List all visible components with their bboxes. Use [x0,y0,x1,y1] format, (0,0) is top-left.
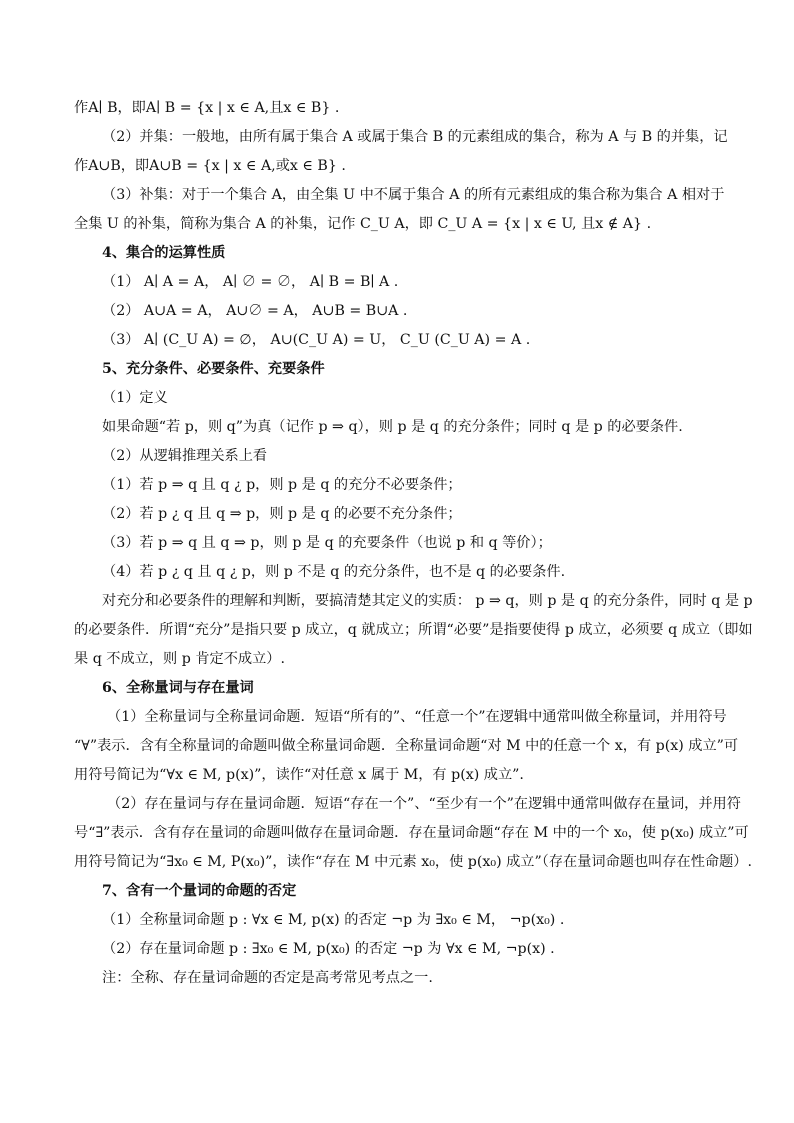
text-line-9: （3） A∣ (C_U A) = ∅， A∪(C_U A) = U， C_U (C_U A) = A . [102,332,531,348]
text-line-17: （4）若 p ¿ q 且 q ¿ p，则 p 不是 q 的充分条件，也不是 q 的必要条件. [102,564,566,580]
text-line-20: 果 q 不成立，则 p 肯定不成立）. [74,651,285,667]
section-heading-6: 6、全称量词与存在量词 [102,680,254,696]
section-heading-7: 7、含有一个量词的命题的否定 [102,883,297,899]
text-line-12: 如果命题“若 p，则 q”为真（记作 p ⇒ q），则 p 是 q 的充分条件；同时 q 是 p 的必要条件. [102,419,683,435]
text-line-24: 用符号简记为“∀x ∈ M, p(x)”，读作“对任意 x 属于 M，有 p(x) 成立”. [74,767,524,783]
text-line-7: （1） A∣ A = A， A∣ ∅ = ∅， A∣ B = B∣ A . [102,274,399,290]
text-line-25: （2）存在量词与存在量词命题．短语“存在一个”、“至少有一个”在逻辑中通常叫做存在量词，并用符 [107,796,741,812]
text-line-30: （2）存在量词命题 p : ∃x₀ ∈ M, p(x₀) 的否定 ¬p 为 ∀x ∈ M, ¬p(x) . [102,941,555,957]
text-line-13: （2）从逻辑推理关系上看 [102,448,268,464]
text-line-2: （2）并集：一般地，由所有属于集合 A 或属于集合 B 的元素组成的集合，称为 A 与 B 的并集，记 [102,129,728,145]
text-line-5: 全集 U 的补集，简称为集合 A 的补集，记作 C_U A，即 C_U A = {x | x ∈ U, 且x ∉ A} . [74,216,652,232]
text-line-26: 号“∃”表示．含有存在量词的命题叫做存在量词命题．存在量词命题“存在 M 中的一个 x₀，使 p(x₀) 成立”可 [74,825,749,841]
text-line-31: 注：全称、存在量词命题的否定是高考常见考点之一. [102,970,433,986]
document-body [74,94,753,993]
text-line-15: （2）若 p ¿ q 且 q ⇒ p，则 p 是 q 的必要不充分条件； [102,506,462,522]
text-line-11: （1）定义 [102,390,168,406]
section-heading-5: 5、充分条件、必要条件、充要条件 [102,361,325,377]
text-line-14: （1）若 p ⇒ q 且 q ¿ p，则 p 是 q 的充分不必要条件； [102,477,462,493]
text-line-27: 用符号简记为“∃x₀ ∈ M, P(x₀)”，读作“存在 M 中元素 x₀，使 p(x₀) 成立”（存在量词命题也叫存在性命题）. [74,854,752,870]
text-line-29: （1）全称量词命题 p : ∀x ∈ M, p(x) 的否定 ¬p 为 ∃x₀ ∈ M， ¬p(x₀) . [102,912,565,928]
text-line-1: 作A∣ B，即A∣ B = {x | x ∈ A,且x ∈ B} . [74,100,340,116]
text-line-23: “∀”表示．含有全称量词的命题叫做全称量词命题．全称量词命题“对 M 中的任意一个 x，有 p(x) 成立”可 [74,738,739,754]
text-line-4: （3）补集：对于一个集合 A，由全集 U 中不属于集合 A 的所有元素组成的集合称为集合 A 相对于 [102,187,725,203]
text-line-16: （3）若 p ⇒ q 且 q ⇒ p，则 p 是 q 的充要条件（也说 p 和 q 等价）； [102,535,552,551]
text-line-22: （1）全称量词与全称量词命题．短语“所有的”、“任意一个”在逻辑中通常叫做全称量词，并用符号 [107,709,727,725]
text-line-18: 对充分和必要条件的理解和判断，要搞清楚其定义的实质： p ⇒ q，则 p 是 q 的充分条件，同时 q 是 p [102,593,753,609]
section-heading-4: 4、集合的运算性质 [102,245,226,261]
text-line-3: 作A∪B，即A∪B = {x | x ∈ A,或x ∈ B} . [74,158,346,174]
text-line-19: 的必要条件．所谓“充分”是指只要 p 成立，q 就成立；所谓“必要”是指要使得 p 成立，必须要 q 成立（即如 [74,622,753,638]
text-line-8: （2） A∪A = A， A∪∅ = A， A∪B = B∪A . [102,303,408,319]
